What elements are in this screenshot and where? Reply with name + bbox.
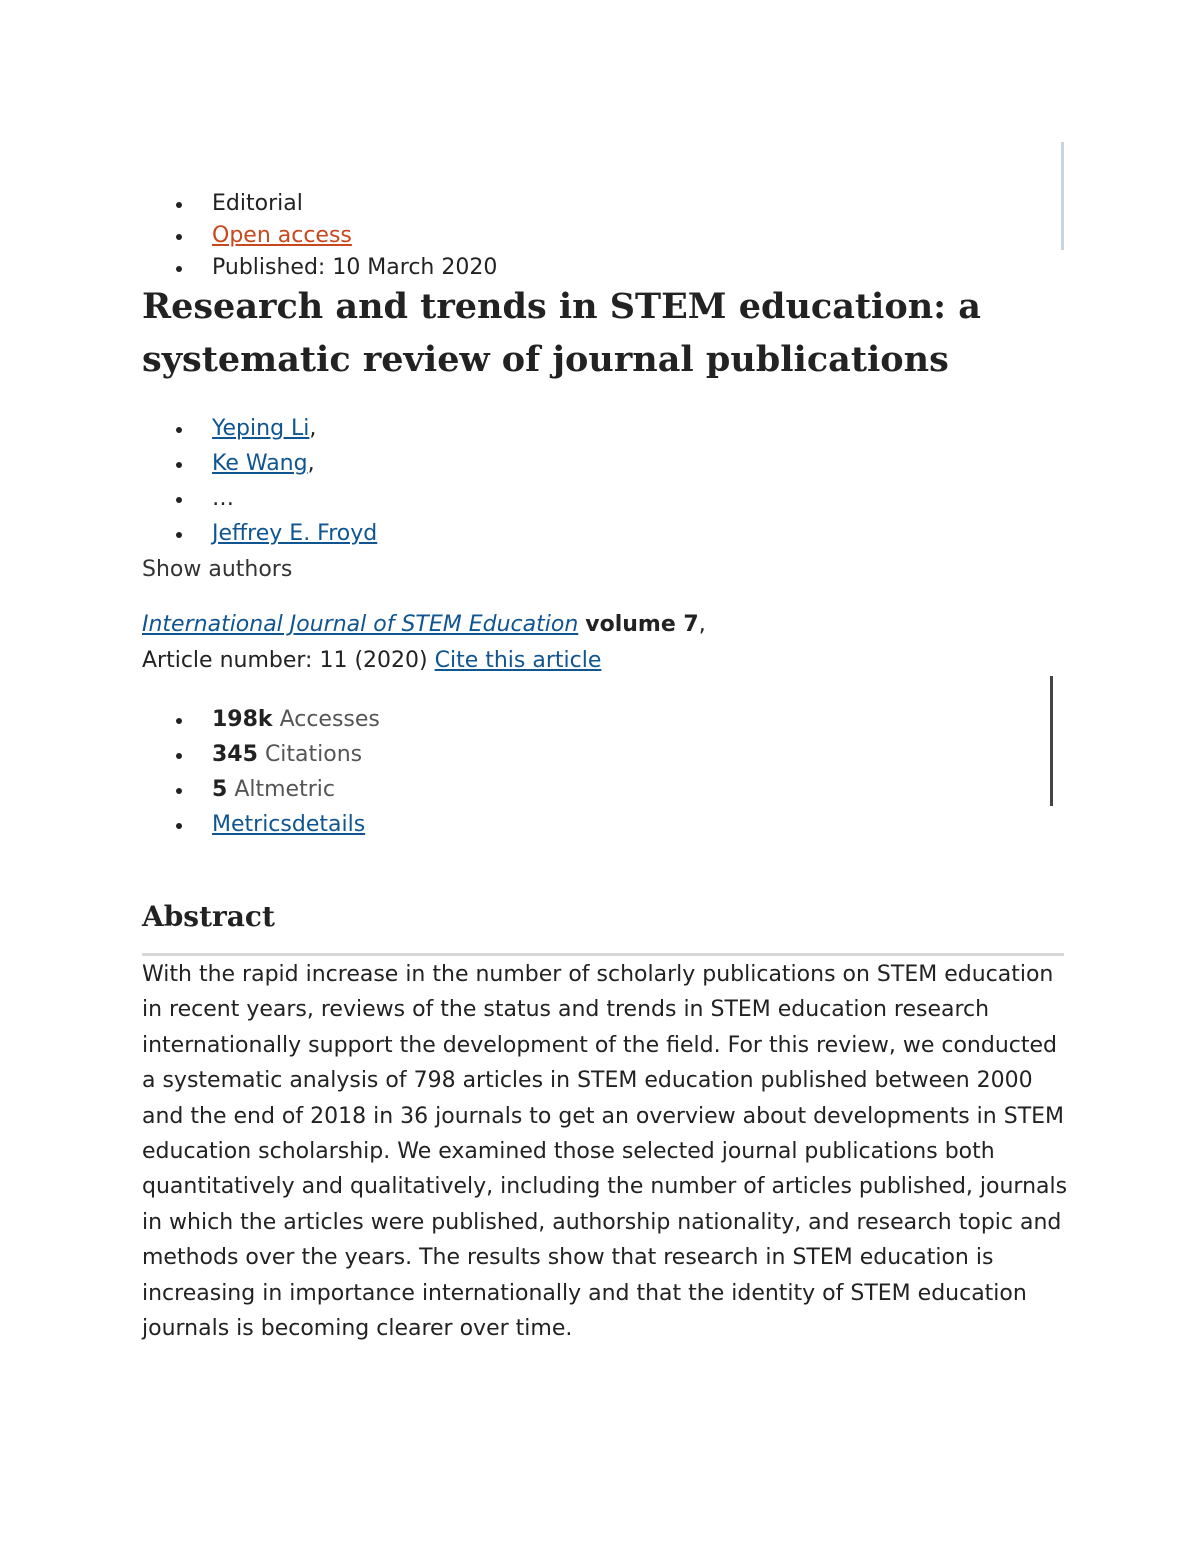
open-access-item [142,220,497,252]
author-link[interactable]: Jeffrey E. Froyd [212,521,378,546]
journal-link[interactable]: International Journal of STEM Education [142,612,579,637]
metrics-details-item [142,807,380,842]
metric-accesses: 198k Accesses [142,702,380,737]
citation-line-1: International Journal of STEM Education volume 7, [142,612,706,637]
author-item [142,516,377,551]
metric-altmetric: 5 Altmetric [142,772,380,807]
article-meta-list [142,188,497,284]
author-item-ellipsis: … [142,481,377,516]
author-item: Ke Wang, [142,446,377,481]
metrics-divider [1050,676,1053,806]
published-date: Published: 10 March 2020 [142,252,497,284]
metrics-list [142,702,380,842]
author-list [142,411,377,551]
citation-block [142,607,706,679]
abstract-text: With the rapid increase in the number of scholarly publications on STEM education in recent years, reviews of the status and trends in STEM education research internationally support the development of the field. For this review, we conducted a systematic analysis of 798 articles in STEM education published between 2000 and the end of 2018 in 36 journals to get an overview about developments in STEM education scholarship. We examined those selected journal publications both quantitatively and qualitatively, including the number of articles published, journals in which the articles were published, authorship nationality, and research topic and methods over the years. The results show that research in STEM education is increasing in importance internationally and that the identity of STEM education journals is becoming clearer over time. [142,962,1068,1342]
metrics-details-link[interactable]: Metricsdetails [212,812,366,837]
open-access-link[interactable]: Open access [212,223,352,248]
cite-this-article-link[interactable]: Cite this article [434,648,602,673]
metric-citations: 345 Citations [142,737,380,772]
scroll-indicator-top [1061,142,1064,250]
article-title: Research and trends in STEM education: a systematic review of journal publications [142,286,981,380]
article-number: Article number: 11 (2020) [142,648,428,673]
show-authors-button[interactable]: Show authors [142,557,293,582]
abstract-divider [142,953,1064,956]
author-link[interactable]: Yeping Li [212,416,310,441]
article-type: Editorial [142,188,497,220]
citation-line-2 [142,643,706,679]
abstract-heading: Abstract [142,900,275,933]
volume: volume 7 [585,612,699,637]
author-item: Yeping Li, [142,411,377,446]
author-link[interactable]: Ke Wang [212,451,308,476]
